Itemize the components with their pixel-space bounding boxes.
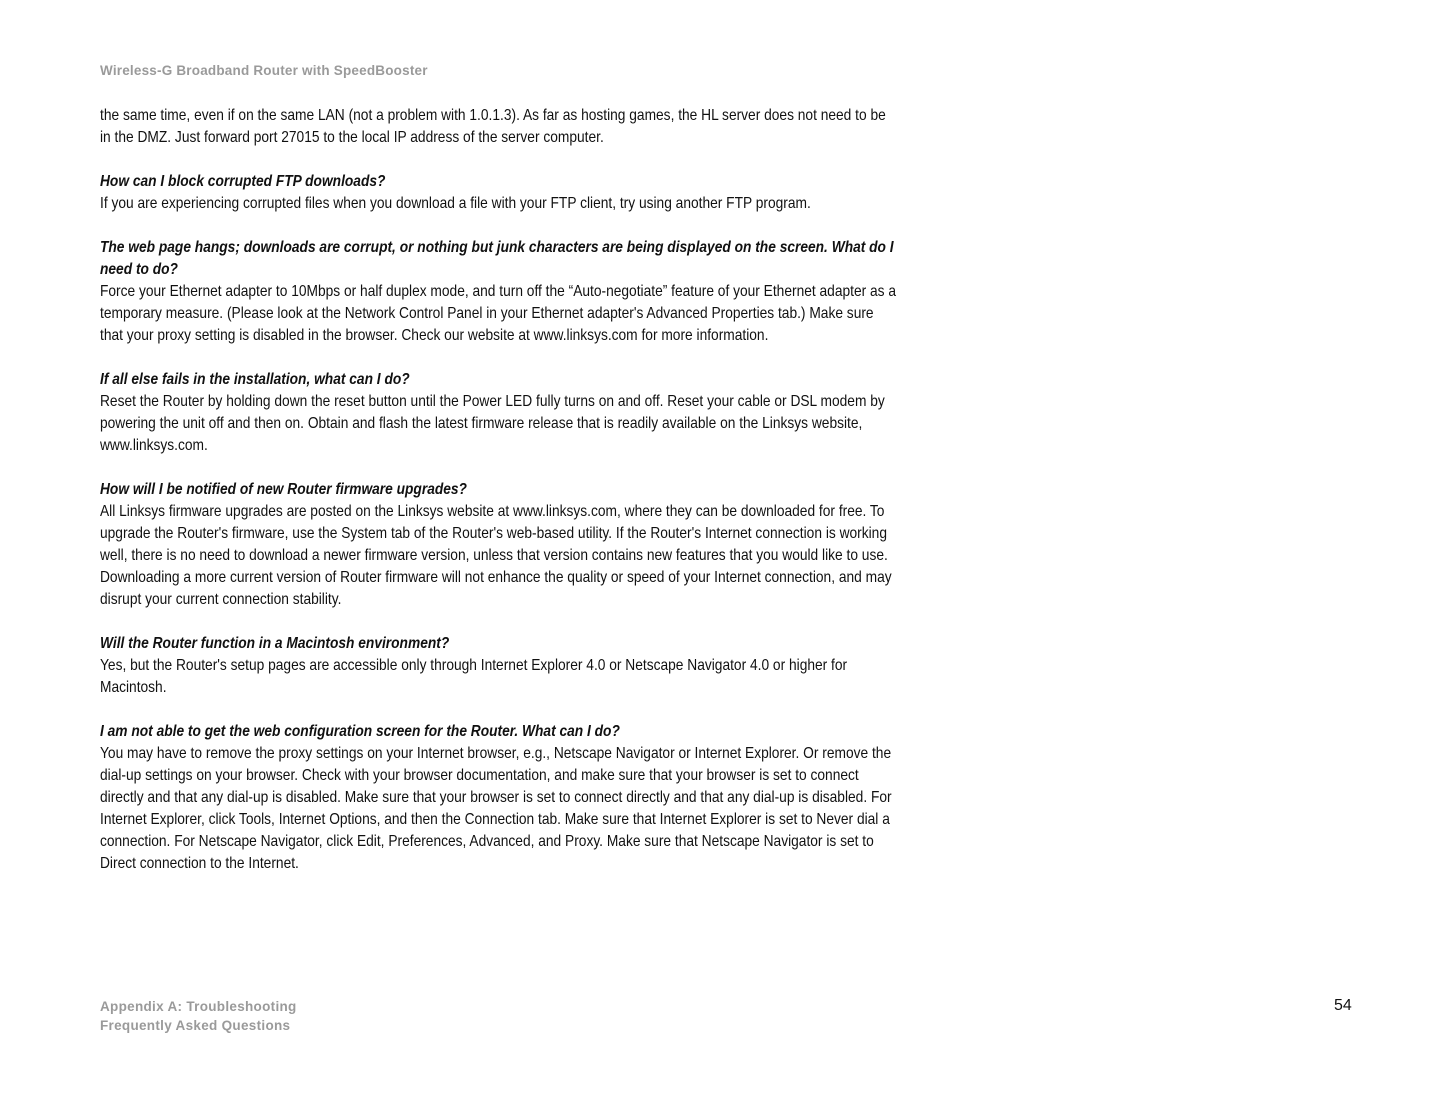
faq-item [100, 237, 900, 347]
faq-question: If all else fails in the installation, what can I do? [100, 371, 410, 388]
faq-item [100, 479, 900, 611]
faq-answer: Yes, but the Router's setup pages are accessible only through Internet Explorer 4.0 or Netscape Navigator 4.0 or higher for Macintosh. [100, 657, 848, 696]
faq-item [100, 171, 900, 215]
faq-item [100, 369, 900, 457]
footer [100, 997, 297, 1035]
faq-item [100, 633, 900, 699]
intro-paragraph: the same time, even if on the same LAN (not a problem with 1.0.1.3). As far as hosting games, the HL server does not need to be in the DMZ. Just forward port 27015 to the local IP address of the server computer. [100, 107, 886, 146]
faq-answer: You may have to remove the proxy settings on your Internet browser, e.g., Netscape Navigator or Internet Explorer. Or remove the dial-up settings on your browser. Check with your browser documentation, and make sure that your browser is set to connect directly and that any dial-up is disabled. Make sure that your browser is set to connect directly and that any dial-up is disabled. For Internet Explorer, click Tools, Internet Options, and then the Connection tab. Make sure that Internet Explorer is set to Never dial a connection. For Netscape Navigator, click Edit, Preferences, Advanced, and Proxy. Make sure that Netscape Navigator is set to Direct connection to the Internet. [100, 745, 892, 872]
faq-question: Will the Router function in a Macintosh environment? [100, 635, 450, 652]
running-header: Wireless-G Broadband Router with SpeedBooster [100, 63, 428, 78]
document-body [100, 105, 900, 875]
faq-question: How will I be notified of new Router firmware upgrades? [100, 481, 467, 498]
faq-item [100, 721, 900, 875]
faq-answer: All Linksys firmware upgrades are posted on the Linksys website at www.linksys.com, where they can be downloaded for free. To upgrade the Router's firmware, use the System tab of the Router's web-based utility. If the Router's Internet connection is working well, there is no need to download a newer firmware version, unless that version contains new features that you would like to use. Downloading a more current version of Router firmware will not enhance the quality or speed of your Internet connection, and may disrupt your current connection stability. [100, 503, 892, 608]
footer-subsection-title: Frequently Asked Questions [100, 1018, 291, 1033]
faq-question: I am not able to get the web configuration screen for the Router. What can I do? [100, 723, 620, 740]
footer-section-title: Appendix A: Troubleshooting [100, 999, 297, 1014]
faq-question: The web page hangs; downloads are corrupt, or nothing but junk characters are being displayed on the screen. What do I need to do? [100, 239, 894, 278]
faq-answer: Force your Ethernet adapter to 10Mbps or half duplex mode, and turn off the “Auto-negotiate” feature of your Ethernet adapter as a temporary measure. (Please look at the Network Control Panel in your Ethernet adapter's Advanced Properties tab.) Make sure that your proxy setting is disabled in the browser. Check our website at www.linksys.com for more information. [100, 283, 897, 344]
faq-question: How can I block corrupted FTP downloads? [100, 173, 386, 190]
page-number: 54 [1334, 997, 1352, 1014]
faq-answer: Reset the Router by holding down the reset button until the Power LED fully turns on and off. Reset your cable or DSL modem by powering the unit off and then on. Obtain and flash the latest firmware release that is readily available on the Linksys website, www.linksys.com. [100, 393, 885, 454]
faq-answer: If you are experiencing corrupted files when you download a file with your FTP client, try using another FTP program. [100, 195, 811, 212]
